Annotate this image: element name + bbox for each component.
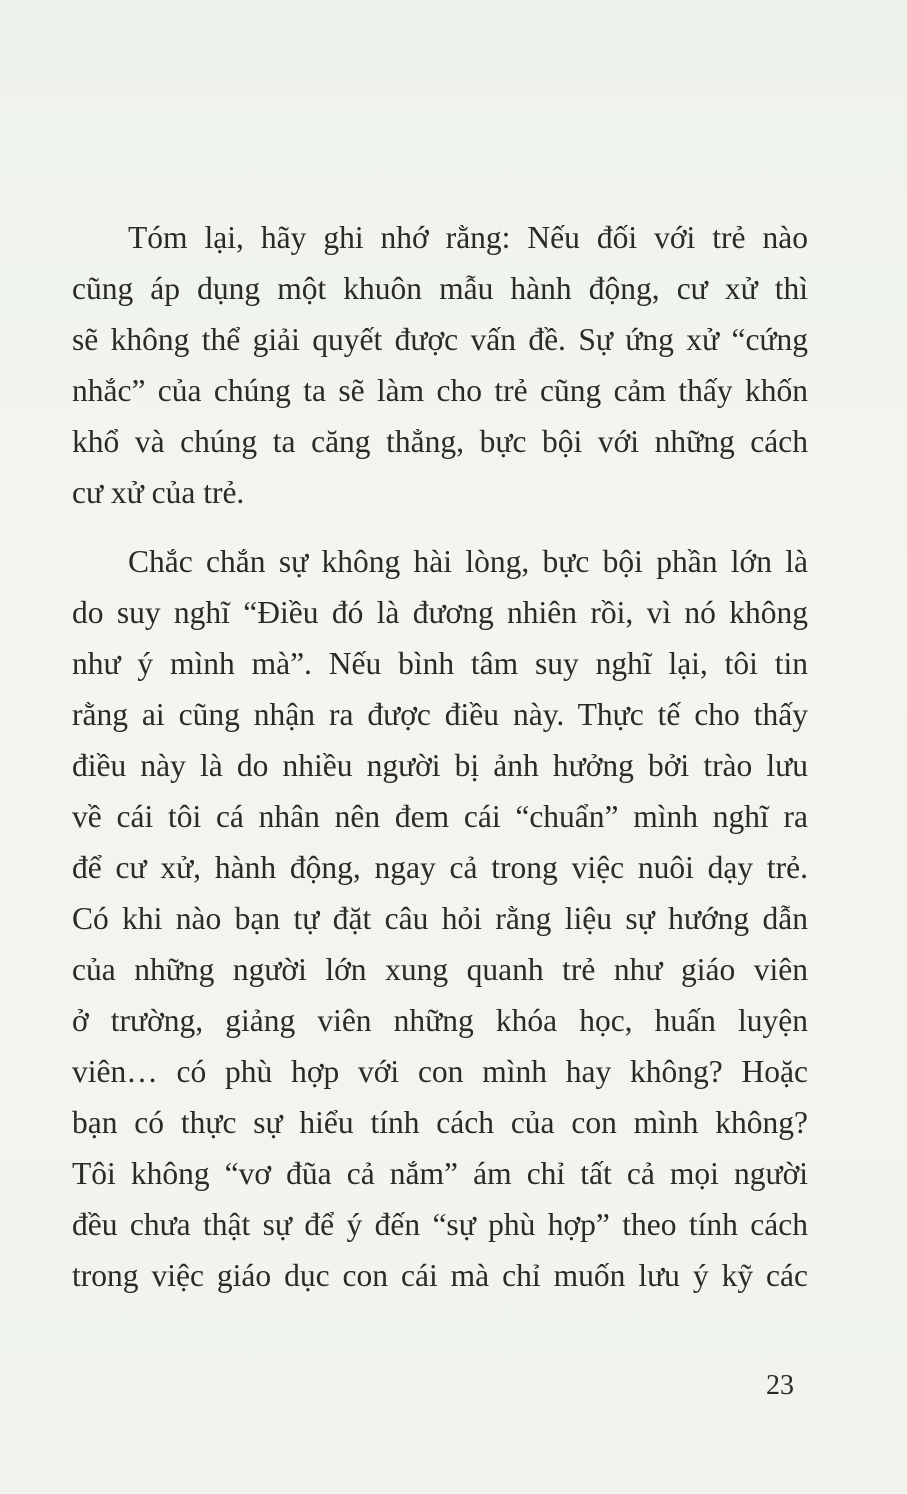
paragraph-line: Chắc chắn sự không hài lòng, bực bội phần lớn là [128,544,808,579]
paragraph-line: để cư xử, hành động, ngay cả trong việc nuôi dạy trẻ. [72,850,808,885]
paragraph-line: bạn có thực sự hiểu tính cách của con mình không? [72,1105,808,1140]
paragraph-line: nhắc” của chúng ta sẽ làm cho trẻ cũng cảm thấy khốn [72,373,808,408]
paragraph-2 [72,536,808,1301]
paragraph-line: cũng áp dụng một khuôn mẫu hành động, cư xử thì [72,271,808,306]
paragraph-1 [72,212,808,518]
paragraph-line: Có khi nào bạn tự đặt câu hỏi rằng liệu sự hướng dẫn [72,901,808,936]
paragraph-line: Tôi không “vơ đũa cả nắm” ám chỉ tất cả mọi người [72,1156,808,1191]
paragraph-line: viên… có phù hợp với con mình hay không? Hoặc [72,1054,808,1089]
paragraph-line: sẽ không thể giải quyết được vấn đề. Sự ứng xử “cứng [72,322,808,357]
paragraph-line: đều chưa thật sự để ý đến “sự phù hợp” theo tính cách [72,1207,808,1242]
paragraph-line: điều này là do nhiều người bị ảnh hưởng bởi trào lưu [72,748,808,783]
paragraph-line: Tóm lại, hãy ghi nhớ rằng: Nếu đối với trẻ nào [128,220,808,255]
page-number: 23 [766,1370,794,1401]
paragraph-line: cư xử của trẻ. [72,475,245,510]
paragraph-line: về cái tôi cá nhân nên đem cái “chuẩn” mình nghĩ ra [72,799,808,834]
paragraph-line: ở trường, giảng viên những khóa học, huấn luyện [72,1003,808,1038]
paragraph-line: do suy nghĩ “Điều đó là đương nhiên rồi, vì nó không [72,595,808,630]
paragraph-line: rằng ai cũng nhận ra được điều này. Thực tế cho thấy [72,697,808,732]
paragraph-line: khổ và chúng ta căng thẳng, bực bội với những cách [72,424,808,459]
paragraph-line: như ý mình mà”. Nếu bình tâm suy nghĩ lại, tôi tin [72,646,808,681]
paragraph-line: trong việc giáo dục con cái mà chỉ muốn lưu ý kỹ các [72,1258,808,1293]
paragraph-line: của những người lớn xung quanh trẻ như giáo viên [72,952,808,987]
